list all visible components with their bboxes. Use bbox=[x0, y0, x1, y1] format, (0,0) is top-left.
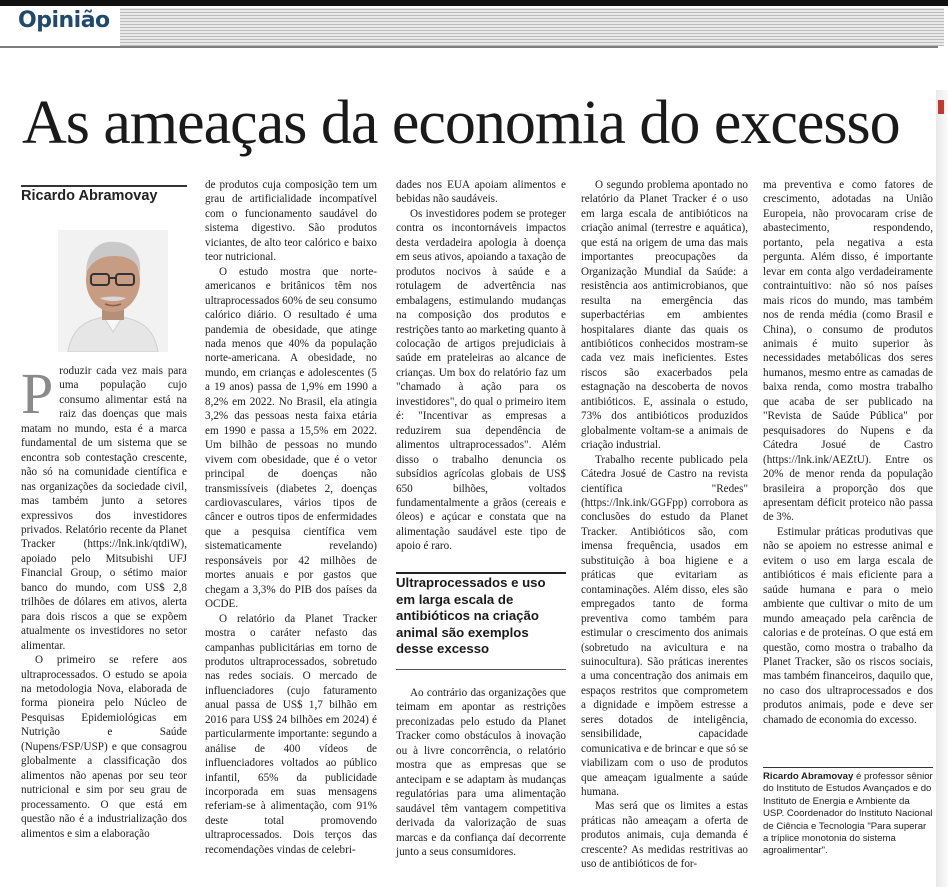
paragraph: de produtos cuja composição tem um grau de artificialidade incompatível com o funcionamento saudável do sistema digestivo. São produtos viciantes, de alto teor calórico e baixo teor nutricional. bbox=[205, 179, 377, 264]
author-bio bbox=[763, 771, 933, 858]
top-border bbox=[0, 0, 948, 6]
column-4 bbox=[581, 178, 748, 872]
paragraph: O estudo mostra que norte-americanos e britânicos têm nos ultraprocessados 60% de seu consumo calórico diário. O resultado é uma pandemia de obesidade, que atinge nada menos que 40% da população norte-americana. A obesidade, no mundo, em crianças e adolescentes (5 a 19 anos) passa de 1,9% em 1990 a 8,2% em 2022. No Brasil, ela atingia 3,2% das pessoas nesta faixa etária em 1990 e passa a 15,5% em 2022. Um bilhão de pessoas no mundo vivem com obesidade, que é o vetor principal de doenças não transmissíveis (diabetes 2, doenças cardiovasculares, vários tipos de câncer e outros tipos de enfermidades que a pesquisa científica vem sistematicamente revelando) responsáveis por 42 milhões de mortes anuais e por gastos que chegam a 3,3% do PIB dos países da OCDE. bbox=[205, 265, 377, 611]
column-5 bbox=[763, 178, 933, 727]
pullquote: Ultraprocessados e uso em larga escala de antibióticos na criação animal são exemplos desse excesso bbox=[396, 575, 546, 656]
author-photo bbox=[58, 230, 168, 352]
paragraph: Estimular práticas produtivas que não se apoiem no estresse animal e evitem o uso em larga escala de antibióticos é mais eficiente para a saúde humana e para o meio ambiente que cultivar o mito de um mundo ameaçado pela carência de calorias e de proteínas. O que está em questão, como mostra o trabalho da Planet Tracker, são os riscos sociais, mas também financeiros, daquilo que, no caso dos ultraprocessados e dos produtos animais, pode e deve ser chamado de economia do excesso. bbox=[763, 525, 933, 726]
column-3 bbox=[396, 178, 566, 554]
paragraph: dades nos EUA apoiam alimentos e bebidas não saudáveis. bbox=[396, 179, 566, 206]
paragraph: O segundo problema apontado no relatório da Planet Tracker é o uso em larga escala de antibióticos na criação animal (terrestre e aquática), que está na origem de uma das mais importantes preocupações da Organização Mundial da Saúde: a resistência aos antimicrobianos, que resulta na emergência das superbactérias em ambientes hospitalares diante das quais os antibióticos conhecidos mostram-se cada vez mais ineficientes. Estes riscos são exacerbados pela estagnação na descoberta de novos antibióticos. E, assinala o estudo, 73% dos antibióticos produzidos globalmente voltam-se a animais de criação industrial. bbox=[581, 179, 748, 452]
column-2 bbox=[205, 178, 377, 857]
section-label: Opinião bbox=[18, 8, 110, 33]
byline-rule bbox=[21, 185, 187, 187]
pullquote-rule-bottom bbox=[396, 669, 566, 670]
author-byline: Ricardo Abramovay bbox=[21, 188, 158, 204]
paragraph: Mas será que os limites a estas práticas não ameaçam a oferta de produtos animais, cuja demanda é crescente? As medidas restritivas ao uso de antibióticos de for- bbox=[581, 800, 748, 871]
bio-author-name: Ricardo Abramovay bbox=[763, 771, 854, 782]
paragraph: Ao contrário das organizações que teimam em apontar as restrições preconizadas pelo estudo da Planet Tracker como obstáculos à inovação ou à livre concorrência, o relatório mostra que as empresas que se antecipam e se adaptam às mudanças regulatórias para uma alimentação saudável têm vantagem competitiva derivada da valorização de suas marcas e da confiança daí decorrente junto a seus consumidores. bbox=[396, 687, 566, 858]
bio-rule bbox=[763, 767, 933, 768]
paragraph: Os investidores podem se proteger contra os incontornáveis impactos desta verdadeira apologia à doença em seus ativos, apoiando a taxação de produtos nocivos à saúde e a rotulagem de advertência nas embalagens, estimulando mudanças na composição dos produtos e restrições tanto ao marketing quanto à colocação de artigos prejudiciais à saúde em prateleiras ao alcance de crianças. Um box do relatório faz um "chamado à ação para os investidores", do qual o primeiro item é: "Incentivar as empresas a reduzirem sua dependência de alimentos ultraprocessados". Além disso o trabalho denuncia os subsídios agrícolas globais de US$ 650 bilhões, voltados fundamentalmente a grãos (cereais e óleos) e açúcar e constata que na alimentação saudável este tipo de apoio é raro. bbox=[396, 207, 566, 553]
adjacent-page-mark bbox=[938, 100, 944, 114]
author-portrait-image bbox=[58, 230, 168, 352]
pullquote-rule-top bbox=[396, 572, 566, 574]
paragraph: O primeiro se refere aos ultraprocessados. O estudo se apoia na metodologia Nova, elaborada de forma pioneira pelo Núcleo de Pesquisas Epidemiológicas em Nutrição e Saúde (Nupens/FSP/USP) e que consagrou globalmente a classificação dos alimentos não apenas por seu teor nutricional e sim por seu grau de processamento. O que está em questão não é a industrialização dos alimentos e sim a elaboração bbox=[21, 654, 187, 840]
paragraph: ma preventiva e como fatores de crescimento, adotadas na União Europeia, não provocaram crise de abastecimento, respondendo, portanto, pela negativa a esta pergunta. Além disso, é importante levar em conta algo verdadeiramente contraintuitivo: não só nos países mais ricos do mundo, mas também nos de renda média (como Brasil e China), o consumo de produtos animais é muito superior às necessidades metabólicas dos seres humanos, mesmo entre as camadas de baixa renda, como mostra trabalho que acaba de ser publicado na "Revista de Saúde Pública" por pesquisadores do Nupens e da Cátedra Josué de Castro (https://lnk.ink/AEZtU). Entre os 20% de menor renda da população brasileira a proporção dos que apresentam déficit proteico não passa de 3%. bbox=[763, 179, 933, 524]
paragraph-text: roduzir cada vez mais para uma população cujo consumo alimentar está na raiz das doenças que mais matam no mundo, esta é a marca fundamental de um sistema que se encontra sob contestação crescente, não só na comunidade científica e nas organizações da sociedade civil, mas também junto a setores expressivos dos investidores privados. Relatório recente da Planet Tracker (https://lnk.ink/qtdiW), apoiado pelo Mitsubishi UFJ Financial Group, o sétimo maior banco do mundo, com US$ 2,8 trilhões de dólares em ativos, alerta para dois riscos a que se expõem atualmente os investidores no setor alimentar. bbox=[21, 365, 187, 652]
adjacent-page-edge bbox=[936, 90, 948, 887]
column-3-continued bbox=[396, 686, 566, 859]
header-divider bbox=[0, 46, 938, 48]
section-rule bbox=[120, 8, 944, 46]
drop-cap: P bbox=[21, 361, 54, 426]
headline: As ameaças da economia do excesso bbox=[22, 89, 900, 157]
column-1 bbox=[21, 361, 187, 841]
paragraph bbox=[21, 361, 187, 653]
bio-text: é professor sênior do Instituto de Estudos Avançados e do Instituto de Energia e Ambiente da USP. Coordenador do Instituto Nacional de Ciência e Tecnologia "Para superar a tríplice monotonia do sistema agroalimentar". bbox=[763, 771, 933, 857]
paragraph: Trabalho recente publicado pela Cátedra Josué de Castro na revista científica "Redes" (https://lnk.ink/GGFpp) corrobora as conclusões do estudo da Planet Tracker. Antibióticos são, com imensa frequência, usados em substituição à boa higiene e a práticas que evitariam as contaminações. Além disso, eles são empregados tanto de forma preventiva como também para estimular o crescimento dos animais (sobretudo na avicultura e na suinocultura). São práticas inerentes a uma concentração dos animais em espaços restritos que comprometem a dignidade e impõem estresse a seres dotados de inteligência, sensibilidade, capacidade comunicativa e de brincar e que só se viabilizam com o uso de produtos que ameaçam igualmente a saúde humana. bbox=[581, 453, 748, 799]
paragraph: O relatório da Planet Tracker mostra o caráter nefasto das campanhas publicitárias em torno de produtos ultraprocessados, sobretudo nas redes sociais. O mercado de influenciadores (cujo faturamento anual passa de US$ 1,7 bilhão em 2016 para US$ 24 bilhões em 2024) é particularmente importante: segundo a análise de 400 vídeos de influenciadores voltados ao público infantil, 65% da publicidade incorporada em suas mensagens referiam-se à alimentação, com 91% deste total promovendo ultraprocessados. Dois terços das recomendações vindas de celebri- bbox=[205, 612, 377, 856]
